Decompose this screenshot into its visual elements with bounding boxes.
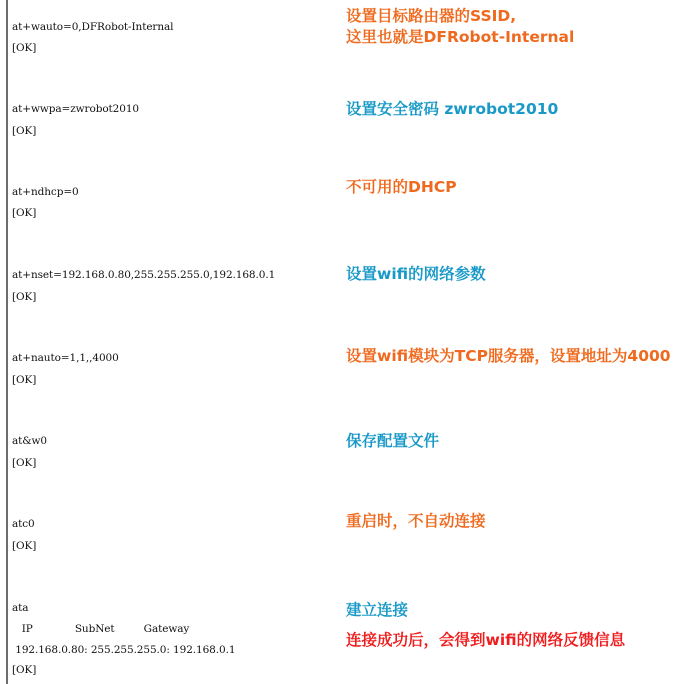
response-ok: [OK] [12,42,37,54]
response-ok: [OK] [12,664,37,676]
response-ok: [OK] [12,540,37,552]
note-connection-feedback: 连接成功后，会得到wifi的网络反馈信息 [346,631,626,649]
response-ok: [OK] [12,291,37,303]
note-tcp-server: 设置wifi模块为TCP服务器，设置地址为4000 [346,347,671,365]
command-line-atc0: atc0 [12,518,35,530]
response-ok: [OK] [12,125,37,137]
command-line-nauto: at+nauto=1,1,,4000 [12,352,119,364]
command-line-wwpa: at+wwpa=zwrobot2010 [12,103,139,115]
note-save-config: 保存配置文件 [346,432,440,450]
note-dhcp-disabled: 不可用的DHCP [346,178,457,196]
ata-result-header: IP SubNet Gateway [12,623,190,635]
command-line-ata: ata [12,602,29,614]
command-line-ndhcp: at+ndhcp=0 [12,186,79,198]
command-line-wauto: at+wauto=0,DFRobot-Internal [12,21,174,33]
response-ok: [OK] [12,457,37,469]
note-set-password: 设置安全密码 zwrobot2010 [346,100,559,118]
response-ok: [OK] [12,207,37,219]
note-establish-connection: 建立连接 [346,601,409,619]
note-no-auto-connect: 重启时，不自动连接 [346,512,486,530]
note-network-params: 设置wifi的网络参数 [346,265,486,283]
terminal-left-border [6,0,8,684]
note-set-ssid: 设置目标路由器的SSID, 这里也就是DFRobot-Internal [346,7,575,46]
command-line-nset: at+nset=192.168.0.80,255.255.255.0,192.168.0.1 [12,269,276,281]
ata-result-values: 192.168.0.80: 255.255.255.0: 192.168.0.1 [12,644,236,656]
command-line-save: at&w0 [12,435,47,447]
response-ok: [OK] [12,374,37,386]
